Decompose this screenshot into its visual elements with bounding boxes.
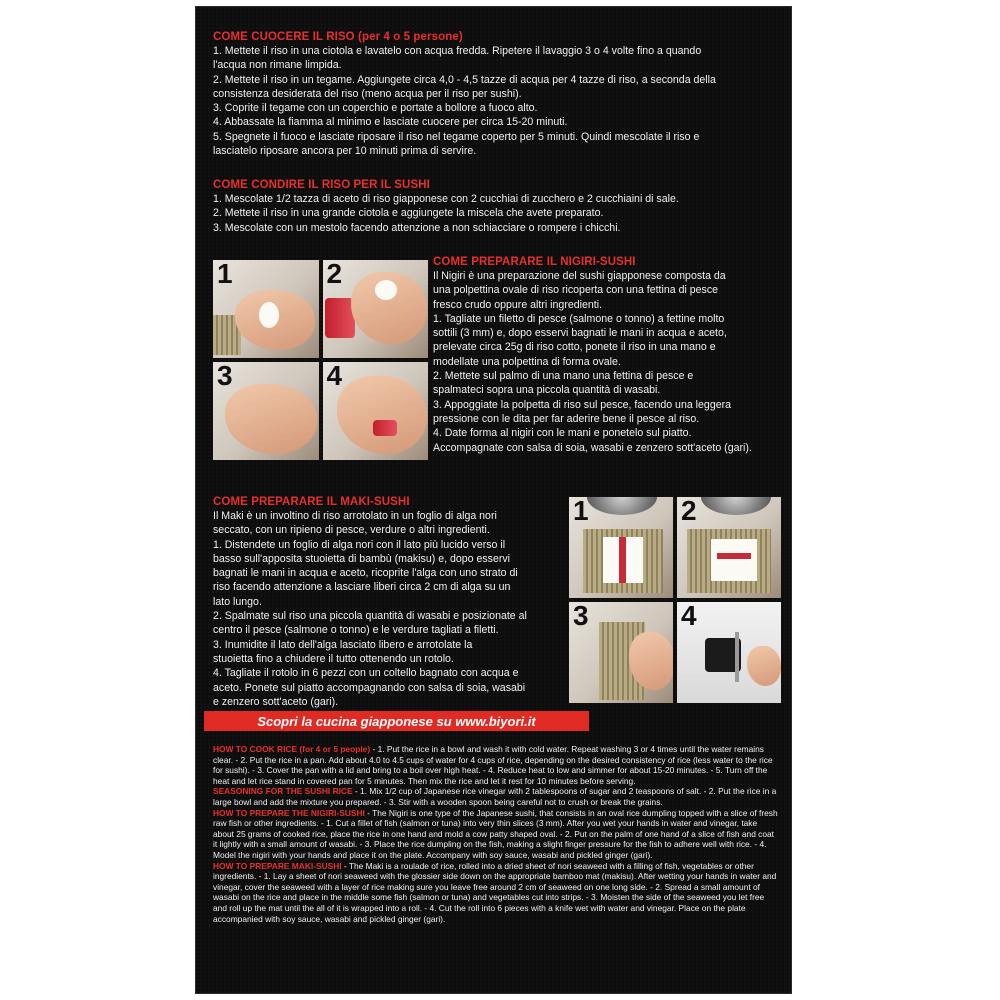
section-cook-rice — [213, 31, 773, 158]
maki-steps — [213, 509, 565, 709]
nigiri-photo-grid — [213, 260, 428, 460]
text-line: 4. Date forma al nigiri con le mani e ponetelo sul piatto. — [433, 427, 692, 440]
text-line: sottili (3 mm) e, dopo esservi bagnati le mani in acqua e aceto, — [433, 327, 727, 340]
knife — [735, 632, 739, 682]
nigiri-photo-2 — [323, 260, 429, 358]
nigiri-photo-4 — [323, 362, 429, 460]
text-line: 2. Mettete il riso in un tegame. Aggiungete circa 4,0 - 4,5 tazze di acqua per 4 tazze di riso, a seconda della — [213, 73, 716, 86]
section-maki — [213, 496, 565, 709]
text-line: 5. Spegnete il fuoco e lasciate riposare il riso nel tegame coperto per 5 minuti. Quindi mescolate il riso e — [213, 130, 700, 143]
text-line: fresco crudo oppure altri ingredienti. — [433, 298, 603, 311]
section-season-rice — [213, 179, 773, 235]
text-line: 3. Mescolate con un mestolo facendo attenzione a non schiacciare o rompere i chicchi. — [213, 221, 621, 234]
nigiri-steps — [433, 269, 781, 455]
text-line: modellate una polpettina di forma ovale. — [433, 355, 621, 368]
english-nigiri-text: - The Nigiri is one type of the Japanese sushi, that consists in an oval rice dumpling topped with a slice of fresh raw fish or other ingredients. - 1. Cut a fillet of fish (salmon or tuna) into very thin slices (3 mm). After you wet your hands in water and vinegar, take about 25 grams of cooked rice, place the rice in one hand and mold a cow patty shaped oval. - 2. Put on the palm of one hand of a slice of fish and coat it lightly with a small amount of wasabi. - 3. Place the rice dumpling on the fish, making a slight finger pressure for the fish to adhere well with rice. - 4. Model the nigiri with your hands and place it on the plate. Accompany with soy sauce, wasabi and pickled ginger (gari). — [213, 807, 778, 860]
text-line: seccato, con un ripieno di pesce, verdure o altri ingredienti. — [213, 524, 490, 537]
text-line: 3. Inumidite il lato dell'alga lasciato libero e arrotolate la — [213, 638, 473, 651]
maki-photo-2 — [677, 497, 781, 598]
text-line: Accompagnate con salsa di soia, wasabi e zenzero sott'aceto (gari). — [433, 441, 752, 454]
rice-ball — [259, 302, 279, 328]
text-line: lasciatelo riposare ancora per 10 minuti prima di servire. — [213, 145, 477, 158]
text-line: 2. Mettete il riso in una grande ciotola e aggiungete la miscela che avete preparato. — [213, 207, 604, 220]
english-cook-servings: (for 4 or 5 people) — [299, 744, 371, 754]
text-line: 4. Abbassate la fiamma al minimo e lasciate cuocere per circa 15-20 minuti. — [213, 116, 568, 129]
step-number: 2 — [326, 260, 343, 289]
maki-photo-4 — [677, 602, 781, 703]
english-season-paragraph — [213, 786, 779, 807]
hand-image — [225, 384, 317, 454]
english-cook-paragraph — [213, 744, 779, 786]
text-line: Il Nigiri è una preparazione del sushi giapponese composta da — [433, 270, 726, 282]
cook-rice-servings: (per 4 o 5 persone) — [358, 31, 463, 43]
text-line: 1. Tagliate un filetto di pesce (salmone o tonno) a fettine molto — [433, 312, 725, 325]
maki-photo-1 — [569, 497, 673, 598]
fish-strip — [717, 553, 751, 559]
fish-strip — [619, 537, 626, 583]
text-line: 1. Mescolate 1/2 tazza di aceto di riso giapponese con 2 cucchiai di zucchero e 2 cucchiaini di sale. — [213, 193, 679, 205]
step-number: 1 — [217, 260, 233, 289]
text-line: una polpettina ovale di riso ricoperta con una fettina di pesce — [433, 284, 719, 297]
english-nigiri-paragraph — [213, 808, 779, 861]
text-line: lato lungo. — [213, 595, 262, 608]
maki-photo-grid — [569, 497, 781, 703]
text-line: l'acqua non rimane limpida. — [213, 59, 342, 72]
text-line: pressione con le dita per far aderire bene il pesce al riso. — [433, 412, 700, 425]
step-number: 4 — [681, 602, 697, 631]
english-season-text: - 1. Mix 1/2 cup of Japanese rice vinegar with 2 tablespoons of sugar and 2 teaspoons of salt. - 2. Put the rice in a large bowl and add the mixture you prepared. - 3. Stir with a wooden spoon being careful not to crush or break the grains. — [213, 786, 777, 807]
bowl — [701, 497, 771, 515]
step-number: 2 — [681, 497, 697, 526]
hand-image — [747, 646, 781, 686]
text-line: 2. Spalmate sul riso una piccola quantità di wasabi e posizionate al — [213, 610, 527, 623]
hand-image — [337, 376, 427, 454]
website-banner — [204, 711, 589, 731]
rice-ball — [375, 280, 397, 300]
text-line: 4. Tagliate il rotolo in 6 pezzi con un coltello bagnato con acqua e — [213, 667, 519, 680]
english-cook-title: HOW TO COOK RICE — [213, 744, 298, 754]
text-line: stuoietta fino a chiudere il tutto ottenendo un rotolo. — [213, 652, 454, 665]
nigiri-heading: COME PREPARARE IL NIGIRI-SUSHI — [433, 256, 636, 268]
text-line: consistenza desiderata del riso (meno acqua per il riso per sushi). — [213, 87, 522, 100]
website-banner-text: Scopri la cucina giapponese su www.biyori.it — [257, 713, 536, 729]
text-line: 3. Coprite il tegame con un coperchio e portate a bollore a fuoco alto. — [213, 102, 538, 115]
maki-photo-3 — [569, 602, 673, 703]
nigiri-photo-1 — [213, 260, 319, 358]
step-number: 4 — [326, 362, 343, 391]
english-maki-paragraph — [213, 861, 779, 925]
english-season-heading: SEASONING FOR THE SUSHI RICE — [213, 786, 353, 797]
nigiri-piece — [373, 420, 397, 436]
text-line: Il Maki è un involtino di riso arrotolato in un foglio di alga nori — [213, 510, 497, 522]
package-back-panel — [195, 6, 792, 994]
fish-slice — [325, 298, 355, 338]
cook-rice-title: COME CUOCERE IL RISO — [213, 31, 355, 43]
text-line: 3. Appoggiate la polpetta di riso sul pesce, facendo una leggera — [433, 398, 732, 411]
nigiri-photo-3 — [213, 362, 319, 460]
season-rice-heading: COME CONDIRE IL RISO PER IL SUSHI — [213, 179, 430, 191]
text-line: 1. Mettete il riso in una ciotola e lavatelo con acqua fredda. Ripetere il lavaggio 3 o 4 volte fino a quando — [213, 45, 702, 57]
english-cook-heading — [213, 744, 370, 754]
text-line: centro il pesce (salmone o tonno) e le verdure tagliati a filetti. — [213, 624, 499, 637]
step-number: 3 — [217, 362, 233, 391]
english-maki-text: - The Maki is a roulade of rice, rolled into a dried sheet of nori seaweed with a filling of fish, vegetables or other ingredients. - 1. Lay a sheet of nori seaweed with the glossier side down on the appropriate bamboo mat (makisu). After wetting your hands in water and vinegar, cover the seaweed with a layer of rice making sure you leave free around 2 cm of seaweed on one long side. - 2. Spread a small amount of wasabi on the rice and place in the middle some fish (salmon or tuna) and vegetables cut into strips. - 3. Moisten the side of the seaweed you let free and roll up the mat until the all of it is wrapped into a roll. - 4. Cut the roll into 6 pieces with a knife wet with water and vinegar. Place on the plate accompanied with soy sauce, wasabi and pickled ginger (gari). — [213, 860, 777, 924]
section-nigiri — [433, 256, 781, 455]
text-line: e zenzero sott'aceto (gari). — [213, 695, 339, 708]
english-maki-heading: HOW TO PREPARE MAKI-SUSHI — [213, 860, 342, 871]
text-line: prelevate circa 25g di riso cotto, ponete il riso in una mano e — [433, 341, 716, 354]
text-line: riso facendo attenzione a lasciare liberi circa 2 cm di alga su un — [213, 581, 511, 594]
maki-heading: COME PREPARARE IL MAKI-SUSHI — [213, 496, 410, 508]
text-line: 2. Mettete sul palmo di una mano una fettina di pesce e — [433, 370, 694, 383]
bowl — [587, 497, 657, 515]
season-rice-steps — [213, 192, 773, 235]
english-nigiri-heading: HOW TO PREPARE THE NIGIRI-SUSHI — [213, 807, 365, 818]
text-line: spalmateci sopra una piccola quantità di wasabi. — [433, 384, 661, 397]
step-number: 3 — [573, 602, 589, 631]
text-line: basso sull'apposita stuoietta di bambù (makisu) e, dopo esservi — [213, 552, 511, 565]
text-line: aceto. Ponete sul piatto accompagnando con salsa di soia, wasabi — [213, 681, 526, 694]
text-line: bagnati le mani in acqua e aceto, ricoprite l'alga con uno strato di — [213, 567, 518, 580]
text-line: 1. Distendete un foglio di alga nori con il lato più lucido verso il — [213, 538, 506, 551]
rice-layer — [711, 539, 757, 581]
english-cook-text: - 1. Put the rice in a bowl and wash it with cold water. Repeat washing 3 or 4 times until the water remains clear. - 2. Put the rice in a pan. Add about 4.0 to 4.5 cups of water for 4 cups of rice, depending on the desired consistency of rice (less water to the rice for sushi). - 3. Cover the pan with a lid and bring to a boil over high heat. - 4. Reduce heat to low and simmer for about 15-20 minutes. - 5. Turn off the heat and let rice stand in covered pan for 5 minutes. Then mix the rice and let it rest for 10 minutes before serving. — [213, 744, 773, 786]
cook-rice-heading — [213, 31, 773, 43]
english-instructions — [213, 744, 779, 924]
cook-rice-steps — [213, 44, 773, 158]
step-number: 1 — [573, 497, 589, 526]
